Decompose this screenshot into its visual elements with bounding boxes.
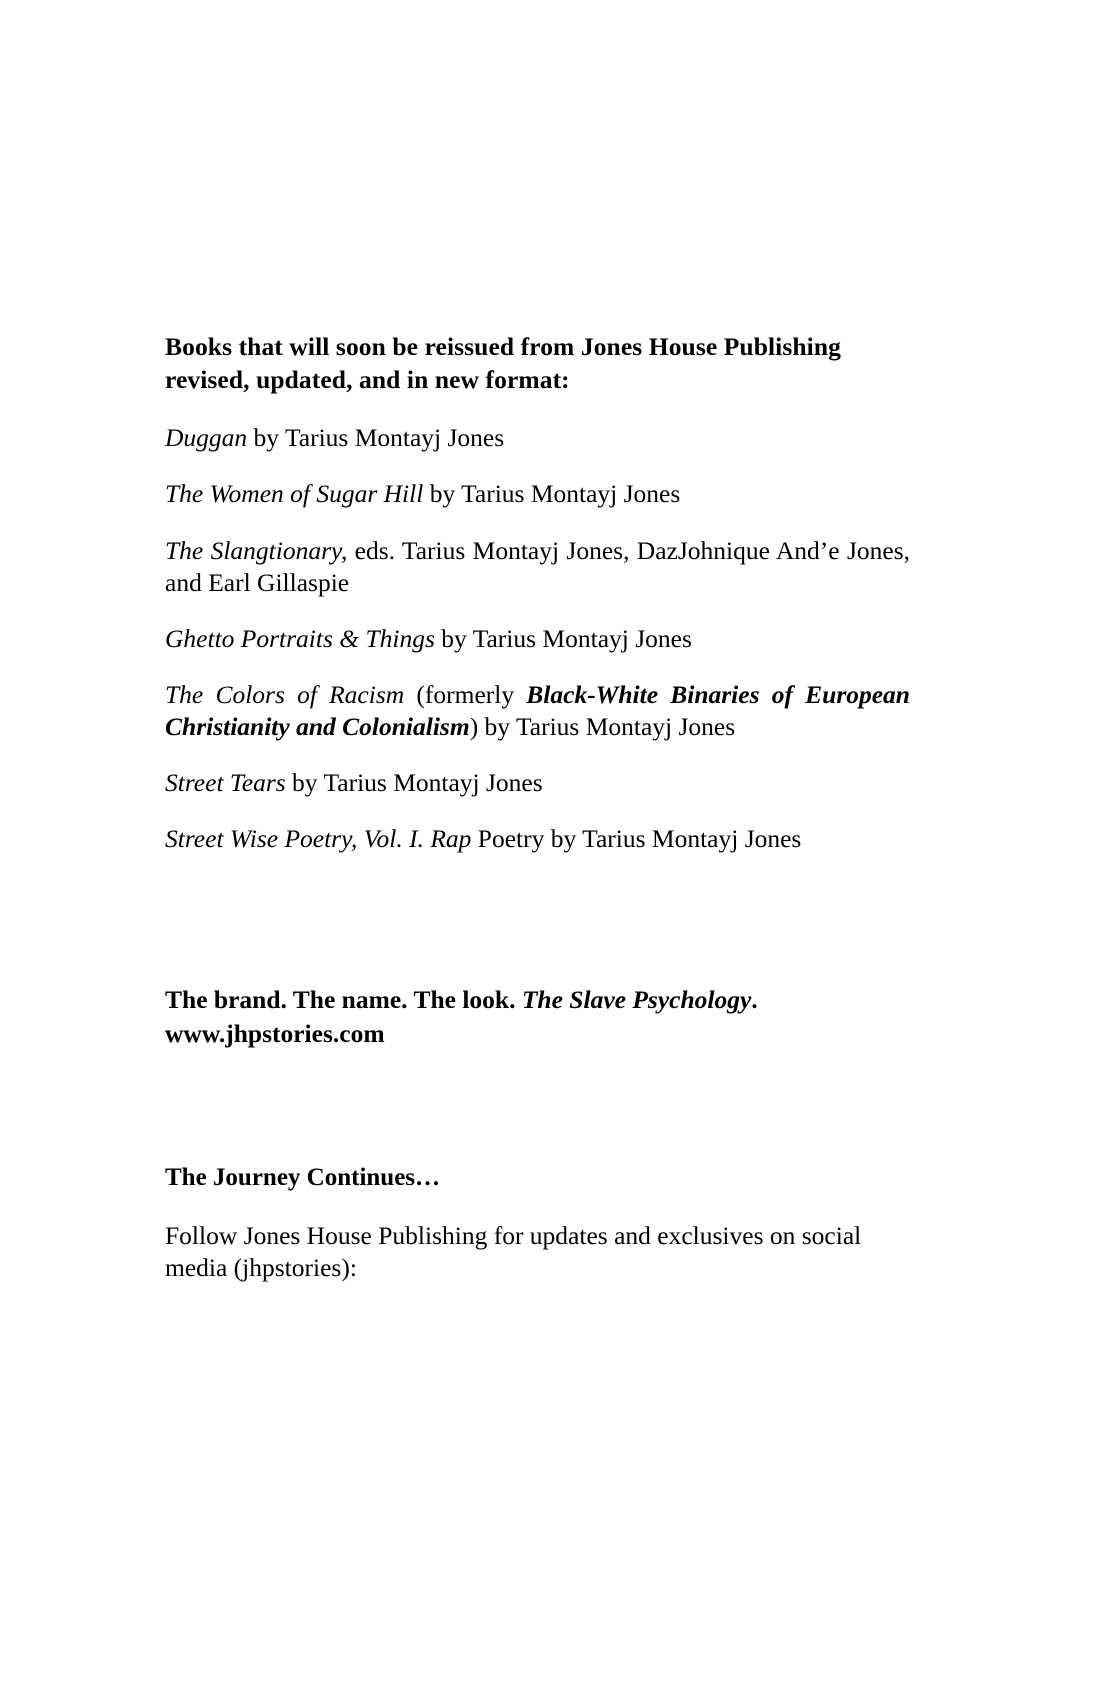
book-entry bbox=[165, 623, 910, 655]
section-spacer bbox=[165, 1194, 910, 1220]
brand-website-url[interactable]: www.jhpstories.com bbox=[165, 1019, 385, 1049]
book-title: The Colors of Racism bbox=[165, 679, 405, 709]
brand-tagline-prefix: The brand. The name. The look. bbox=[165, 985, 522, 1015]
book-title: Street Tears bbox=[165, 768, 286, 798]
book-entry bbox=[165, 422, 910, 454]
book-byline: Poetry by Tarius Montayj Jones bbox=[471, 824, 802, 854]
book-former-title: Black-White Binaries of European Christianity and Colonialism bbox=[165, 679, 910, 742]
journey-continues-heading: The Journey Continues… bbox=[165, 1163, 441, 1191]
book-byline: by Tarius Montayj Jones bbox=[423, 479, 681, 509]
section-spacer bbox=[165, 1051, 910, 1161]
book-byline: by Tarius Montayj Jones bbox=[247, 423, 505, 453]
book-title: Ghetto Portraits & Things bbox=[165, 623, 435, 653]
follow-social-media-text: Follow Jones House Publishing for updates and exclusives on social media (jhpstories): bbox=[165, 1220, 862, 1283]
book-title: The Slangtionary, bbox=[165, 535, 348, 565]
brand-section bbox=[165, 983, 910, 1050]
brand-tagline-suffix: . bbox=[751, 985, 758, 1015]
section-spacer bbox=[165, 855, 910, 983]
book-byline: ) by Tarius Montayj Jones bbox=[469, 712, 736, 742]
book-byline: by Tarius Montayj Jones bbox=[285, 768, 543, 798]
book-title-parenthetical-lead: (formerly bbox=[404, 679, 527, 709]
book-title: Duggan bbox=[165, 423, 248, 453]
book-entry bbox=[165, 767, 910, 799]
book-title: The Women of Sugar Hill bbox=[165, 479, 424, 509]
book-entry bbox=[165, 679, 910, 743]
brand-tagline bbox=[165, 983, 910, 1050]
book-list bbox=[165, 422, 910, 855]
books-section-heading: Books that will soon be reissued from Jones House Publishing revised, updated, and in new format: bbox=[165, 332, 841, 395]
book-entry bbox=[165, 823, 910, 855]
closing-section bbox=[165, 1161, 910, 1285]
book-byline: by Tarius Montayj Jones bbox=[434, 623, 692, 653]
book-entry bbox=[165, 535, 910, 599]
brand-tagline-title: The Slave Psychology bbox=[521, 985, 752, 1015]
page-content-column bbox=[165, 330, 910, 1285]
book-entry bbox=[165, 478, 910, 510]
book-title: Street Wise Poetry, Vol. I. Rap bbox=[165, 824, 472, 854]
book-byline: eds. Tarius Montayj Jones, DazJohnique And’e Jones, and Earl Gillaspie bbox=[165, 535, 910, 597]
